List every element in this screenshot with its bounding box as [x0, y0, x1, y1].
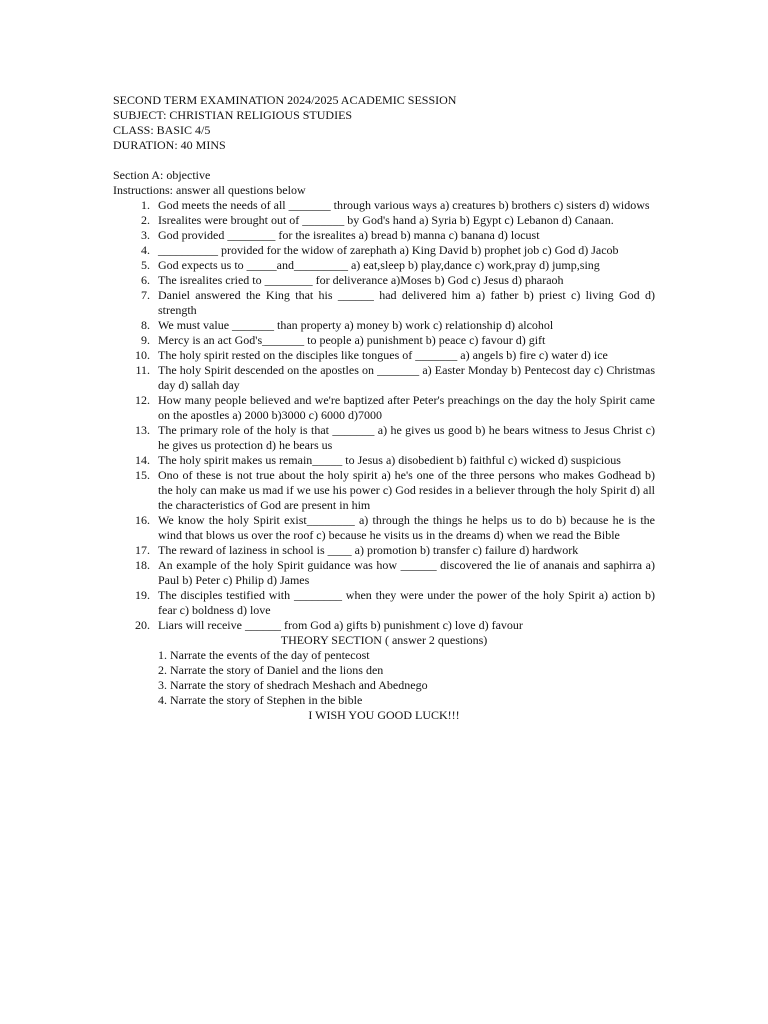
question-number: 4.: [141, 243, 150, 257]
question-number: 11.: [135, 363, 150, 377]
question-text: Daniel answered the King that his ______ had delivered him a) father b) priest c) living God d) strength: [158, 288, 655, 317]
question-item: [113, 543, 655, 558]
question-item: [113, 618, 655, 633]
theory-question-list: [113, 648, 655, 708]
question-item: [113, 333, 655, 348]
question-item: [113, 258, 655, 273]
exam-document: [113, 93, 655, 723]
exam-title: SECOND TERM EXAMINATION 2024/2025 ACADEMIC SESSION: [113, 93, 457, 107]
question-item: [113, 198, 655, 213]
question-item: [113, 273, 655, 288]
question-text: Mercy is an act God's_______ to people a) punishment b) peace c) favour d) gift: [158, 333, 546, 347]
question-item: [113, 423, 655, 453]
question-text: Isrealites were brought out of _______ by God's hand a) Syria b) Egypt c) Lebanon d) Canaan.: [158, 213, 614, 227]
question-item: [113, 588, 655, 618]
theory-question-item: 3. Narrate the story of shedrach Meshach and Abednego: [158, 678, 428, 692]
exam-class: CLASS: BASIC 4/5: [113, 123, 211, 137]
question-number: 6.: [141, 273, 150, 287]
question-item: [113, 468, 655, 513]
question-number: 8.: [141, 318, 150, 332]
question-item: [113, 363, 655, 393]
question-number: 12.: [135, 393, 150, 407]
question-number: 10.: [135, 348, 150, 362]
question-number: 3.: [141, 228, 150, 242]
question-text: Ono of these is not true about the holy spirit a) he's one of the three persons who makes Godhead b) the holy can make us mad if we use his power c) God resides in a believer through the holy Spirit d) all the characteristics of God are present in him: [158, 468, 655, 512]
question-number: 1.: [141, 198, 150, 212]
question-number: 9.: [141, 333, 150, 347]
question-item: [113, 318, 655, 333]
question-text: The holy spirit rested on the disciples like tongues of _______ a) angels b) fire c) water d) ice: [158, 348, 608, 362]
question-text: The holy spirit makes us remain_____ to Jesus a) disobedient b) faithful c) wicked d) suspicious: [158, 453, 621, 467]
question-number: 2.: [141, 213, 150, 227]
theory-section-title: THEORY SECTION ( answer 2 questions): [280, 633, 488, 647]
question-text: The holy Spirit descended on the apostles on _______ a) Easter Monday b) Pentecost day c) Christmas day d) sallah day: [158, 363, 655, 392]
question-text: God meets the needs of all _______ through various ways a) creatures b) brothers c) sisters d) widows: [158, 198, 650, 212]
question-item: [113, 213, 655, 228]
question-text: __________ provided for the widow of zarephath a) King David b) prophet job c) God d) Jacob: [158, 243, 619, 257]
question-text: An example of the holy Spirit guidance was how ______ discovered the lie of ananais and saphirra a) Paul b) Peter c) Philip d) James: [158, 558, 655, 587]
question-number: 13.: [135, 423, 150, 437]
exam-duration: DURATION: 40 MINS: [113, 138, 226, 152]
question-text: The disciples testified with ________ when they were under the power of the holy Spirit a) action b) fear c) boldness d) love: [158, 588, 655, 617]
question-item: [113, 453, 655, 468]
question-number: 5.: [141, 258, 150, 272]
question-text: Liars will receive ______ from God a) gifts b) punishment c) love d) favour: [158, 618, 523, 632]
question-text: God expects us to _____and_________ a) eat,sleep b) play,dance c) work,pray d) jump,sing: [158, 258, 600, 272]
question-text: God provided ________ for the isrealites a) bread b) manna c) banana d) locust: [158, 228, 540, 242]
question-number: 17.: [135, 543, 150, 557]
section-a-title: Section A: objective: [113, 168, 211, 182]
question-number: 20.: [135, 618, 150, 632]
question-number: 7.: [141, 288, 150, 302]
question-item: [113, 228, 655, 243]
question-text: We know the holy Spirit exist________ a) through the things he helps us to do b) because he is the wind that blows us over the roof c) because he visits us in the dreams d) when we read the Bible: [158, 513, 655, 542]
question-item: [113, 513, 655, 543]
question-text: We must value _______ than property a) money b) work c) relationship d) alcohol: [158, 318, 554, 332]
question-item: [113, 243, 655, 258]
question-item: [113, 558, 655, 588]
question-number: 16.: [135, 513, 150, 527]
closing-message: I WISH YOU GOOD LUCK!!!: [308, 708, 460, 722]
question-item: [113, 348, 655, 363]
theory-question-item: 4. Narrate the story of Stephen in the bible: [158, 693, 363, 707]
question-text: How many people believed and we're baptized after Peter's preachings on the day the holy Spirit came on the apostles a) 2000 b)3000 c) 6000 d)7000: [158, 393, 655, 422]
question-number: 14.: [135, 453, 150, 467]
question-item: [113, 393, 655, 423]
question-number: 15.: [135, 468, 150, 482]
theory-question-item: 1. Narrate the events of the day of pentecost: [158, 648, 370, 662]
question-item: [113, 288, 655, 318]
spacer: [113, 153, 655, 168]
instructions: Instructions: answer all questions below: [113, 183, 306, 197]
question-text: The isrealites cried to ________ for deliverance a)Moses b) God c) Jesus d) pharaoh: [158, 273, 564, 287]
question-text: The reward of laziness in school is ____ a) promotion b) transfer c) failure d) hardwork: [158, 543, 579, 557]
question-number: 19.: [135, 588, 150, 602]
question-number: 18.: [135, 558, 150, 572]
question-text: The primary role of the holy is that _______ a) he gives us good b) he bears witness to Jesus Christ c) he gives us protection d) he bears us: [158, 423, 655, 452]
theory-question-item: 2. Narrate the story of Daniel and the lions den: [158, 663, 384, 677]
question-list: [113, 198, 655, 633]
exam-subject: SUBJECT: CHRISTIAN RELIGIOUS STUDIES: [113, 108, 353, 122]
